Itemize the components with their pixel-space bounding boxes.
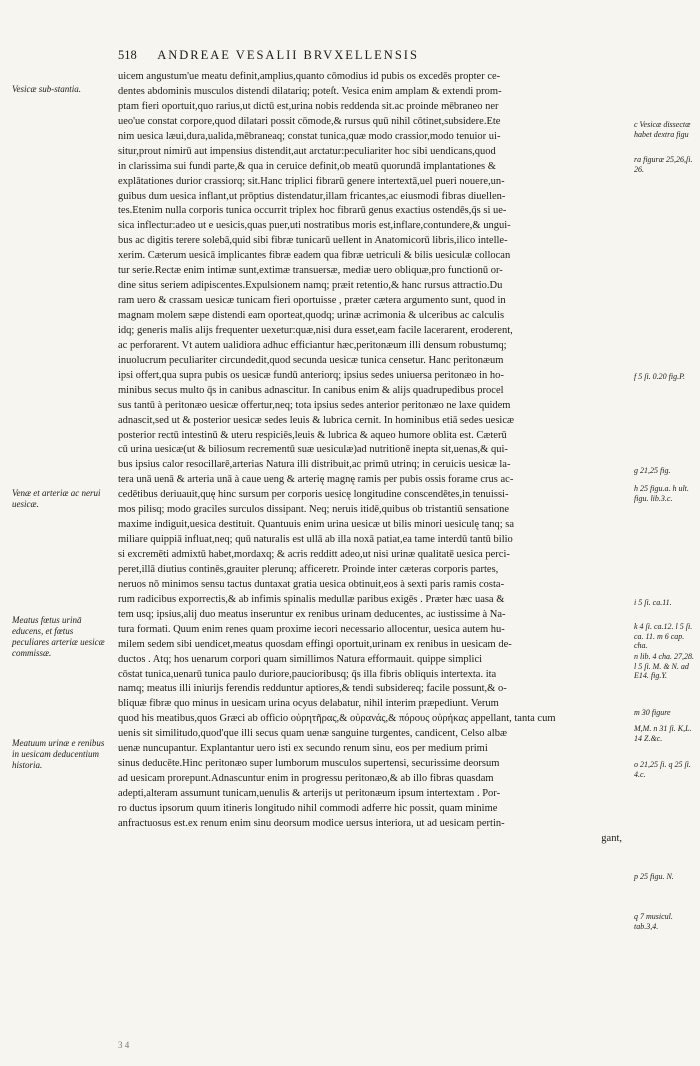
margin-ref-11: o 21,25 ſi. q 25 ſi. 4.c. bbox=[634, 760, 691, 779]
text-line: tes.Etenim nulla corporis tunica occurrit triplex hoc fibrarū genus exactius ostendēs,q̄s si ue- bbox=[118, 205, 507, 217]
margin-ref-12: p 25 figu. N. bbox=[634, 872, 674, 881]
margin-note-meatuum: Meatuum urinæ e renibus in uesicam deducentium historia. bbox=[12, 738, 105, 770]
text-line: namq; meatus illi iniurijs ferendis redduntur aptiores,& tendi subsidereq; facile possunt,& o- bbox=[118, 683, 507, 695]
text-line: ad uesicam prorepunt.Adnascuntur enim in progressu peritonæo,& ab illo fibras quasdam bbox=[118, 773, 494, 785]
margin-note-vesicae: Vesicæ sub-stantia. bbox=[12, 84, 81, 94]
margin-ref-7: k 4 ſi. ca.12. l 5 ſi. ca. 11. m 6 cap. cha. bbox=[634, 622, 693, 650]
main-text-block bbox=[118, 70, 630, 847]
margin-ref-13: q 7 musicul. tab.3,4. bbox=[634, 912, 673, 931]
text-line: posterior rectū intestinū & uteru respiciēs,leuis & lubrica & aqueo humore oblita est. Cæterū bbox=[118, 429, 507, 441]
text-line: uenis sit similitudo,quod'que illi secus quam uenæ sanguine turgentes, candicent, Celso albæ bbox=[118, 728, 507, 740]
text-line: nim uesica læui,dura,ualida,mēbraneaq; constat tunica,quæ modo crassior,modo tenuior ui- bbox=[118, 130, 501, 142]
margin-note-venae: Venæ et arteriæ ac nerui uesicæ. bbox=[12, 488, 101, 509]
page-number: 518 bbox=[118, 48, 137, 62]
text-line: cū urina uesicæ(ut & biliosum recrementū suæ uesiculæ)ad nutritionē inepta sit,uenas,& qui- bbox=[118, 444, 508, 456]
margin-ref-2: ra figuræ 25,26,ſi. 26. bbox=[634, 155, 693, 174]
text-line: bus ac digitis terere solebā,quid sibi fibræ tunicarū uellent in Anatomicorū libris,ilico intelle- bbox=[118, 235, 508, 247]
text-line: ram uero & crassam uesicæ tunicam fieri oportuisse , præter cætera argumento sunt, quod in bbox=[118, 295, 506, 307]
text-line: tur serie.Rectæ enim intimæ sunt,extimæ transuersæ, mediæ uero obliquæ,pro functionū or- bbox=[118, 265, 503, 277]
margin-ref-5: h 25 figu.a. h ult. figu. lib.3.c. bbox=[634, 484, 689, 503]
text-line: maxime indiguit,uesica destituit. Quantuuis enim urina uesicæ ut bilis minori uesiculę tanq; sa bbox=[118, 519, 515, 531]
text-line: peret,illā diutius continēs,grauiter plerunq; afficeretr. Proinde inter cæteras corporis partes, bbox=[118, 563, 499, 575]
running-title: ANDREAE VESALII BRVXELLENSIS bbox=[157, 48, 419, 62]
text-line: si excremēti admixtū habet,mordaxq; & acris redditt adeo,ut nisi urinæ qualitatē uesica perci- bbox=[118, 549, 510, 560]
margin-ref-8: n lib. 4 cha. 27,28. l 5 ſi. M. & N. ad E14. fig.Y. bbox=[634, 652, 694, 680]
text-line: bliquæ fibræ quo minus in uesicam urina ocyus delabatur, nihil interim præpediunt. Verum bbox=[118, 698, 499, 710]
text-line: miliare quippiā influat,neq; quū naturalis est ullā ab illa noxā patiat,ea tame interdū tantū bilio bbox=[118, 534, 513, 546]
margin-note-meatus: Meatus fœtus urinā educens, et fœtus peculiares arteriæ uesicæ commissæ. bbox=[12, 615, 105, 658]
text-line: ptam fieri oportuit,quo rarius,ut dictū est,urina nobis reddenda sit.ac proinde mēbraneo ner bbox=[118, 100, 499, 112]
text-line: ac perforarent. Vt autem ualidiora adhuc efficiantur hæc,peritonæum illi densum robustumq; bbox=[118, 339, 507, 351]
text-line: gant, bbox=[601, 832, 622, 844]
text-line: minibus secus multo q̄s in canibus adnascitur. In canibus enim & alijs quadrupedibus procel bbox=[118, 384, 504, 396]
text-line: ipsi offert,qua supra pubis os uesicæ fundū anteriorq; ipsius sedes uniuersa peritonæo in ho- bbox=[118, 369, 504, 381]
text-line: uenæ nuncupantur. Explantantur uero isti ex secundo renum sinu, eos per medium primi bbox=[118, 743, 488, 755]
text-line: ueo'ue constat corpore,quod dilatari possit cōmode,& rursus quū nihil cōtinet,subsidere.Ete bbox=[118, 115, 501, 127]
text-line: tura formati. Quum enim renes quam proxime iecori necessario allocentur, uesica autem hu- bbox=[118, 623, 505, 635]
text-line: tera unā uenā & arteria unā à caue ueng & arterię magnę ramis per pubis ossis forame crus ac- bbox=[118, 474, 514, 486]
text-line: adnascit,sed ut & posterior uesicæ sedes leuis & lubrica cernit. In hominibus etiā sedes uesicæ bbox=[118, 414, 514, 426]
margin-ref-9: m 30 figure bbox=[634, 708, 671, 717]
text-line: sinus deducēte.Hinc peritonæo super lumborum musculos supertensi, securissime deorsum bbox=[118, 758, 500, 770]
text-line: anfractuosus est.ex renum enim sinu deorsum modice uersus interiora, ut ad uesicam pertin- bbox=[118, 817, 505, 829]
text-line: dine situs seriem adipiscentes.Expulsionem namq; præit retentio,& hanc rursus attractio.Du bbox=[118, 280, 503, 292]
text-line: inuolucrum peculiariter circundedit,quod secunda uesicæ tunica censetur. Hanc peritonæum bbox=[118, 354, 504, 366]
text-line: neruos nō minimos sensu tactus duntaxat gratia uesica obtinuit,eos à sexti paris ramis costa- bbox=[118, 578, 505, 590]
text-line: rum radicibus exporrectis,& ab infimis spinalis medullæ paribus exigēs . Præter hæc uasa & bbox=[118, 593, 505, 605]
text-line: bus ipsius calor resocillarē,arterias Natura illi distribuit,ac primū utrinq; in ceruicis uesicæ la- bbox=[118, 459, 511, 471]
margin-ref-1: c Vesicæ dissectæ habet dextra figu bbox=[634, 120, 691, 139]
text-line: adepti,alteram assumunt tunicam,uenulis & arterijs ut peritonæum ipsum intertextam . Por- bbox=[118, 788, 501, 799]
text-line: in clarissima sui fundi parte,& qua in ceruice definit,ob meatū quorundā implantationes & bbox=[118, 160, 496, 172]
margin-ref-3: f 5 ſi. 0.20 fig.P. bbox=[634, 372, 685, 381]
text-line: idq; generis malis alijs frequenter uexetur:quæ,nisi dura esset,eam facile lacerarent, eroderent, bbox=[118, 324, 513, 336]
text-line: guibus dum uesica inflant,ut prōptius distendatur,illam fricantes,ac eiusmodi fibras diuellen- bbox=[118, 190, 506, 202]
margin-ref-6: i 5 ſi. ca.11. bbox=[634, 598, 672, 607]
text-line: tem usq; ipsius,alij duo meatus inseruntur ex renibus urinam deducentes, ac iustissime à Na- bbox=[118, 608, 506, 620]
text-line: magnam molem sæpe distendi eam oporteat,quodq; urinæ acrimonia & ulceribus ac calculis bbox=[118, 310, 505, 321]
text-line: ductos . Atq; hos uenarum corpori quam simillimos Natura efformauit. quippe simplici bbox=[118, 653, 483, 665]
text-line: mos pilisq; modo graciles surculos dissipant. Neq; neruis itidē,quibus ob tristantiū sensatione bbox=[118, 504, 510, 516]
text-line: uicem angustum'ue meatu definit,amplius,quanto cōmodius id pubis os excedēs propter ce- bbox=[118, 71, 501, 82]
text-line: ro ductus ipsorum quum itineris longitudo nihil commodi adferre hic possit, quam minime bbox=[118, 802, 498, 814]
text-line: sica inflectur:adeo ut e uesicis,quas puer,uti nostratibus moris est,inflare,contundere,& ungui- bbox=[118, 220, 511, 232]
text-line: dentes abdominis musculos distendi dilatariq; poteſt. Vesica enim amplam & extendi prom- bbox=[118, 85, 502, 97]
text-line: situr,prout nimirū aut impensius distendit,aut arctatur:peculiariter hoc sibi uendicans,quod bbox=[118, 145, 496, 157]
signature-mark: 3 4 bbox=[118, 1040, 130, 1050]
text-line: xerim. Cæterum uesicā implicantes fibræ eadem qua fibræ uetriculi & bilis uesiculæ collocan bbox=[118, 250, 511, 262]
text-line: cedētibus deriuauit,quę hinc sursum per corporis uesicę longitudine conscendētes,in tenuissi- bbox=[118, 489, 509, 501]
text-line: cōstat tunica,uenarū tunica paulo duriore,paucioribusq; q̄s illa fibris obliquis intertexta. ita bbox=[118, 668, 497, 680]
text-line: sus tantū à peritonæo uesicæ offertur,neq; tota ipsius sedes anterior peritonæo ne laxe quidem bbox=[118, 399, 511, 411]
text-line: quod his meatibus,quos Græci ab officio οὐρητῆρας,& οὐρανάς,& πόρους οὐρήκας appellant, tanta cum bbox=[118, 713, 556, 725]
margin-ref-10: M,M. n 31 ſi. K,L. 14 Z.&c. bbox=[634, 724, 692, 743]
running-header bbox=[118, 48, 638, 63]
text-line: explātationes durior crassiorq; sit.Hanc triplici fibrarū genere intertextā,uel pueri nouere,un- bbox=[118, 175, 505, 187]
text-line: milem sedem sibi uendicet,meatus quosdam effingi oportuit,urinam ex renibus in uesicam de- bbox=[118, 638, 512, 650]
margin-ref-4: g 21,25 fig. bbox=[634, 466, 671, 475]
